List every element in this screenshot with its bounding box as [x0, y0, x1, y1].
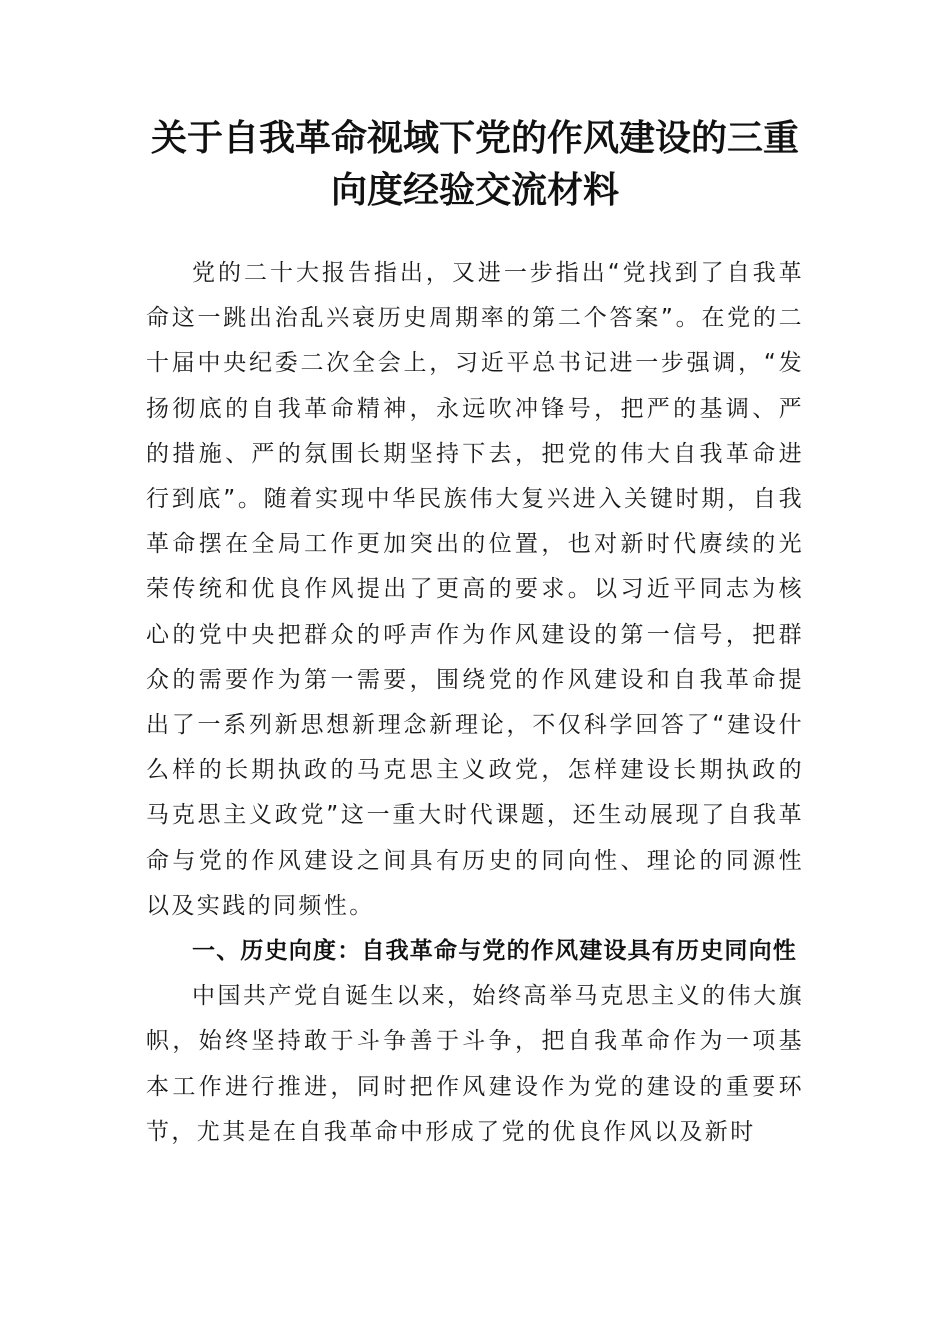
document-body: [146, 251, 804, 1155]
section-paragraph: 中国共产党自诞生以来，始终高举马克思主义的伟大旗帜，始终坚持敢于斗争善于斗争，把自我革命作为一项基本工作进行推进，同时把作风建设作为党的建设的重要环节，尤其是在自我革命中形成了党的优良作风以及新时: [146, 983, 804, 1145]
section-heading: 一、历史向度：自我革命与党的作风建设具有历史同向性: [192, 938, 797, 965]
document-title: 关于自我革命视域下党的作风建设的三重向度经验交流材料: [150, 117, 799, 211]
intro-paragraph: 党的二十大报告指出，又进一步指出“党找到了自我革命这一跳出治乱兴衰历史周期率的第二个答案”。在党的二十届中央纪委二次全会上，习近平总书记进一步强调，“发扬彻底的自我革命精神，永远吹冲锋号，把严的基调、严的措施、严的氛围长期坚持下去，把党的伟大自我革命进行到底”。随着实现中华民族伟大复兴进入关键时期，自我革命摆在全局工作更加突出的位置，也对新时代赓续的光荣传统和优良作风提出了更高的要求。以习近平同志为核心的党中央把群众的呼声作为作风建设的第一信号，把群众的需要作为第一需要，围绕党的作风建设和自我革命提出了一系列新思想新理念新理论，不仅科学回答了“建设什么样的长期执政的马克思主义政党，怎样建设长期执政的马克思主义政党”这一重大时代课题，还生动展现了自我革命与党的作风建设之间具有历史的同向性、理论的同源性以及实践的同频性。: [146, 260, 804, 919]
